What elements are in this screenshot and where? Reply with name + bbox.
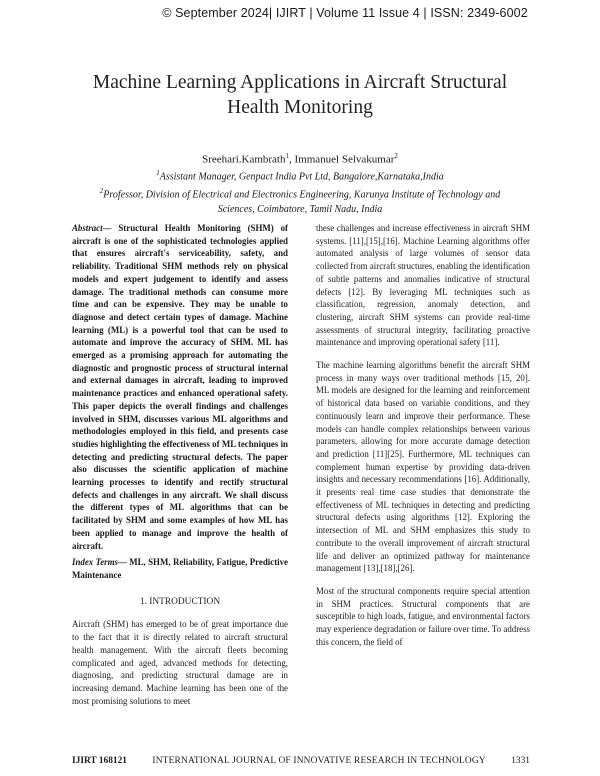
paper-title bbox=[40, 70, 560, 120]
affiliations bbox=[40, 166, 560, 217]
title-line-2: Health Monitoring bbox=[227, 97, 373, 118]
intro-paragraph-3: Most of the structural components require special attention in SHM practices. Structural components that are susceptible to high loads, fatigue, and environmental factors may experience degradation or failure over time. To address this concern, the field of bbox=[316, 585, 530, 647]
affiliation-2-cont: Sciences, Coimbatore, Tamil Nadu, India bbox=[217, 203, 383, 215]
index-terms bbox=[72, 556, 288, 581]
index-terms-text: ML, SHM, Reliability, Fatigue, Predictive Maintenance bbox=[72, 557, 288, 580]
page-number: 1331 bbox=[511, 756, 530, 766]
intro-paragraph-1-part-a: Aircraft (SHM) has emerged to be of great importance due to the fact that it is directly related to aircraft structural health management. With the aircraft fleets becoming complicated and aged, advanced methods for detecting, diagnosing, and predicting structural damage are in increasing demand. Machine learning has been one of the most promising solutions to meet bbox=[72, 619, 288, 706]
author-2-sup: 2 bbox=[394, 152, 398, 160]
abstract-text: Structural Health Monitoring (SHM) of aircraft is one of the sophisticated technologies applied that ensures aircraft's serviceability, safety, and reliability. Traditional SHM methods rely on physical models and expert judgement to identify and assess damage. The traditional methods can consume more time and can be expensive. They may be unable to diagnose and detect certain types of damage. Machine learning (ML) is a powerful tool that can be used to automate and improve the accuracy of SHM. ML has emerged as a promising approach for automating the diagnostic and prognostic process of structural internal and external damages in aircraft, leading to improved maintenance practices and enhanced operational safety. This paper depicts the overall findings and challenges involved in SHM, discusses various ML algorithms and methodologies employed in this field, and presents case studies highlighting the effectiveness of ML techniques in detecting and predicting structural defects. The paper also discusses the scientific application of machine learning processes to identify and rectify structural defects and challenges in any aircraft. We shall discuss the different types of ML algorithms that can be facilitated by SHM and some examples of how ML has been applied to manage and improve the health of aircraft. bbox=[72, 223, 288, 551]
section-heading-introduction: 1. INTRODUCTION bbox=[139, 596, 221, 607]
abstract-label: Abstract— bbox=[72, 223, 112, 233]
left-column bbox=[72, 222, 288, 707]
footer-paper-id: IJIRT 168121 bbox=[72, 756, 127, 766]
intro-paragraph-1-part-b: these challenges and increase effectiveness in aircraft SHM systems. [11],[15],[16]. Machine Learning algorithms offer automated analysis of large volumes of sensor data collected from aircraft structures, enabling the identification of subtle patterns and anomalies indicative of structural defects [12]. By leveraging ML techniques such as classification, regression, anomaly detection, and clustering, aircraft SHM systems can provide real-time assessments of structural integrity, facilitating proactive maintenance and improving operational safety [11]. bbox=[316, 223, 530, 348]
author-separator: , bbox=[289, 153, 295, 166]
author-1-sup: 1 bbox=[285, 152, 289, 160]
running-header bbox=[0, 6, 600, 20]
affiliation-2: $^2$Professor, Division of Electrical and Electronics Engineering, Karunya Institute of Technology and bbox=[99, 187, 501, 201]
abstract bbox=[72, 222, 288, 552]
index-terms-label: Index Terms— bbox=[72, 557, 127, 568]
header-text: © September 2024| IJIRT | Volume 11 Issue 4 | ISSN: 2349-6002 bbox=[162, 6, 528, 20]
affiliation-1: $^1$Assistant Manager, Genpact India Pvt Ltd, Bangalore,Karnataka,India bbox=[156, 169, 444, 183]
intro-paragraph-2: The machine learning algorithms benefit the aircraft SHM process in many ways over traditional methods [15, 20]. ML models are designed for the learning and reinforcement of historical data based on variable conditions, and they continuously learn and improve their performance. These models can handle complex relationships between various parameters, allowing for more accurate damage detection and prediction [11][25]. Furthermore, ML techniques can complement human expertise by providing data-driven insights and necessary recommendations [16]. Additionally, it presents real time case studies that demonstrate the effectiveness of ML techniques in detecting and predicting structural defects using algorithms [12]. Exploring the intersection of ML and SHM emphasizes this study to contribute to the overall improvement of aircraft structural life and deliver an optimized pathway for maintenance management [13],[18],[26]. bbox=[316, 360, 530, 574]
title-line-1: Machine Learning Applications in Aircraft Structural bbox=[92, 72, 508, 93]
page-footer bbox=[72, 756, 530, 766]
footer-journal-name: INTERNATIONAL JOURNAL OF INNOVATIVE RESEARCH IN TECHNOLOGY bbox=[152, 756, 486, 766]
author-2: Immanuel Selvakumar bbox=[294, 153, 395, 166]
right-column bbox=[316, 222, 530, 649]
author-1: Sreehari.Kambrath bbox=[202, 153, 286, 166]
author-list bbox=[40, 152, 560, 166]
